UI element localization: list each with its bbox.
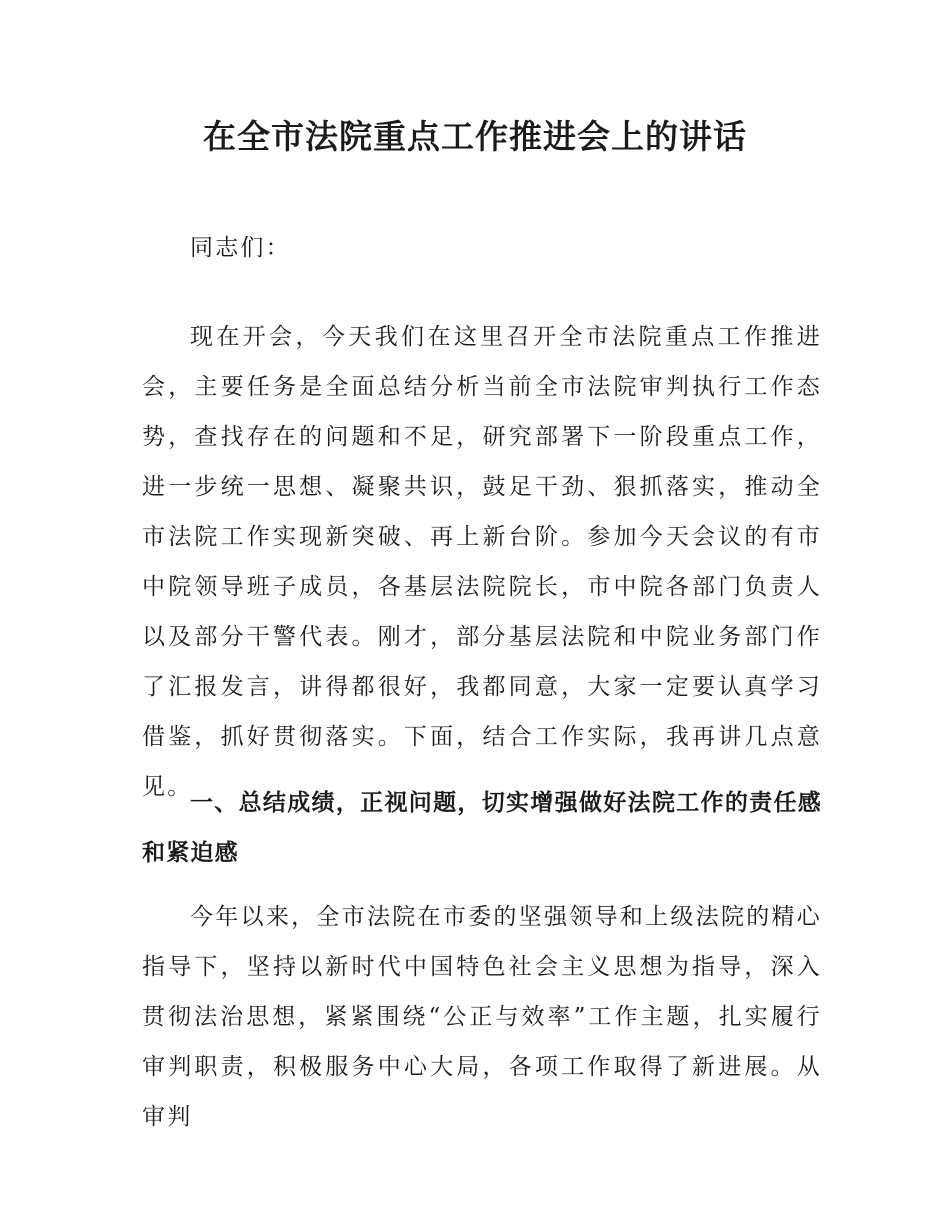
section-heading: 一、总结成绩，正视问题，切实增强做好法院工作的责任感和紧迫感 [142, 790, 822, 866]
paragraph-opening: 现在开会，今天我们在这里召开全市法院重点工作推进会，主要任务是全面总结分析当前全市法院审判执行工作态势，查找存在的问题和不足，研究部署下一阶段重点工作，进一步统一思想、凝聚共识，鼓足干劲、狠抓落实，推动全市法院工作实现新突破、再上新台阶。参加今天会议的有市中院领导班子成员，各基层法院院长，市中院各部门负责人以及部分干警代表。刚才，部分基层法院和中院业务部门作了汇报发言，讲得都很好，我都同意，大家一定要认真学习借鉴，抓好贯彻落实。下面，结合工作实际，我再讲几点意见。 [142, 324, 822, 800]
document-title: 在全市法院重点工作推进会上的讲话 [203, 117, 747, 156]
salutation: 同志们： [190, 235, 291, 261]
paragraph-achievements: 今年以来，全市法院在市委的坚强领导和上级法院的精心指导下，坚持以新时代中国特色社会主义思想为指导，深入贯彻法治思想，紧紧围绕“公正与效率”工作主题，扎实履行审判职责，积极服务中心大局，各项工作取得了新进展。从审判 [142, 904, 822, 1130]
